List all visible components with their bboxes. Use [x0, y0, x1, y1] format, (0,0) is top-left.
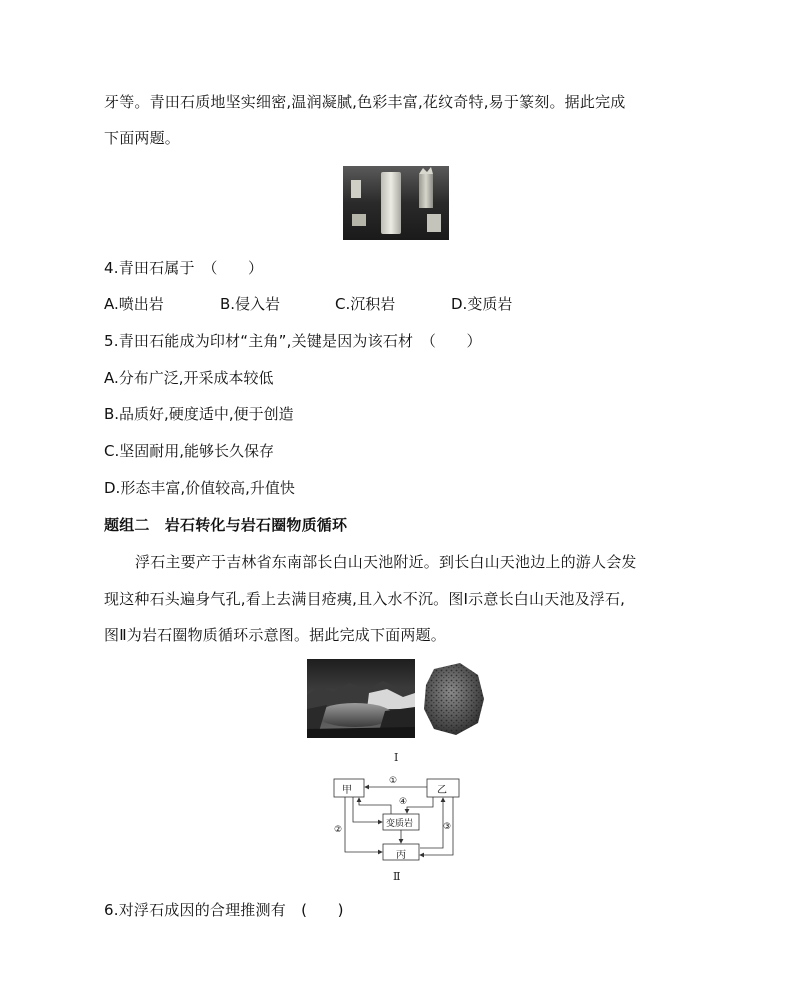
group2-heading: 题组二 岩石转化与岩石圈物质循环 — [104, 516, 348, 534]
box-yi-label: 乙 — [437, 785, 447, 796]
q5-option-d[interactable]: D.形态丰富,价值较高,升值快 — [104, 479, 295, 497]
box-bing-label: 丙 — [396, 850, 406, 861]
q5-option-c[interactable]: C.坚固耐用,能够长久保存 — [104, 442, 275, 460]
q4-option-c[interactable]: C.沉积岩 — [335, 295, 396, 313]
group2-para-line-2: 现这种石头遍身气孔,看上去满目疮痍,且入水不沉。图Ⅰ示意长白山天池及浮石, — [104, 590, 626, 608]
arrow-label-4: ④ — [399, 797, 408, 807]
box-jia-label: 甲 — [342, 785, 352, 796]
q6-stem: 6.对浮石成因的合理推测有 ( ) — [104, 901, 344, 919]
q5-stem: 5.青田石能成为印材“主角”,关键是因为该石材 （ ） — [104, 332, 482, 350]
arrow-label-3: ③ — [443, 822, 452, 832]
figure-2-caption: Ⅱ — [393, 870, 401, 883]
arrow-label-1: ① — [389, 776, 398, 786]
intro-line-1: 牙等。青田石质地坚实细密,温润凝腻,色彩丰富,花纹奇特,易于篆刻。据此完成 — [104, 93, 626, 111]
figure-1-caption: Ⅰ — [394, 751, 399, 764]
box-metamorphic-label: 变质岩 — [386, 819, 414, 829]
pumice-stone-photo — [420, 659, 488, 738]
tianchi-lake-photo — [307, 659, 415, 738]
rock-cycle-diagram — [331, 775, 466, 863]
arrow-label-2: ② — [334, 825, 343, 835]
q4-option-b[interactable]: B.侵入岩 — [220, 295, 281, 313]
q4-option-a[interactable]: A.喷出岩 — [104, 295, 164, 313]
group2-para-line-3: 图Ⅱ为岩石圈物质循环示意图。据此完成下面两题。 — [104, 626, 446, 644]
q5-option-a[interactable]: A.分布广泛,开采成本较低 — [104, 369, 274, 387]
q5-option-b[interactable]: B.品质好,硬度适中,便于创造 — [104, 405, 294, 423]
intro-line-2: 下面两题。 — [104, 129, 181, 147]
qingtian-stone-photo — [343, 166, 449, 240]
q4-option-d[interactable]: D.变质岩 — [451, 295, 513, 313]
q4-stem: 4.青田石属于 （ ） — [104, 259, 264, 277]
group2-para-line-1: 浮石主要产于吉林省东南部长白山天池附近。到长白山天池边上的游人会发 — [135, 553, 637, 571]
